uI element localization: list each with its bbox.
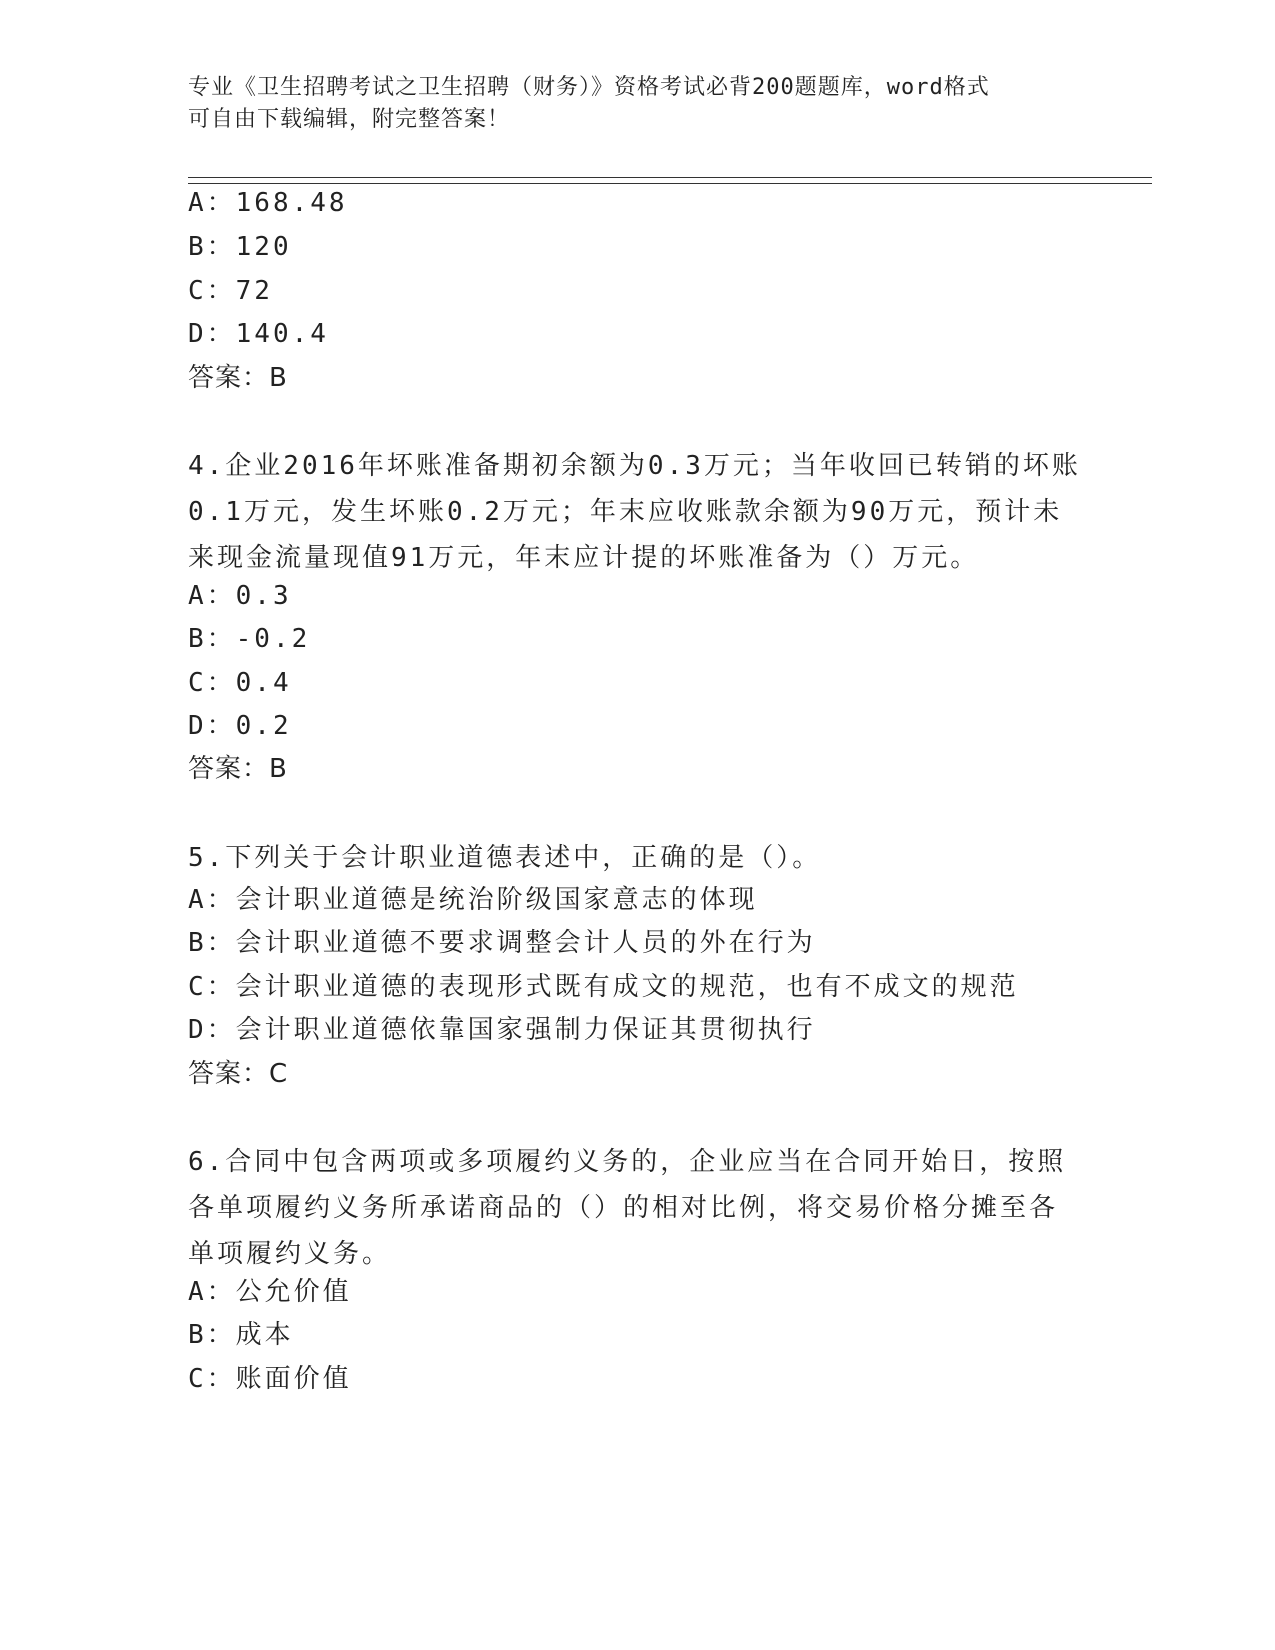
q6-option-a: A：公允价值 [188,1277,352,1307]
q4-stem-line-3: 来现金流量现值91万元，年末应计提的坏账准备为（）万元。 [188,543,980,573]
q4-stem-line-1: 4.企业2016年坏账准备期初余额为0.3万元；当年收回已转销的坏账 [188,451,1081,481]
q6-stem-line-2: 各单项履约义务所承诺商品的（）的相对比例，将交易价格分摊至各 [188,1193,1059,1223]
q4-option-b: B：-0.2 [188,624,311,654]
q5-stem [188,835,1088,881]
q4-option-d: D：0.2 [188,711,292,741]
q3-answer: 答案：B [188,363,288,393]
q6-stem [188,1139,1088,1277]
q5-option-c: C：会计职业道德的表现形式既有成文的规范，也有不成文的规范 [188,972,1019,1002]
q5-option-a: A：会计职业道德是统治阶级国家意志的体现 [188,885,758,915]
q5-option-b: B：会计职业道德不要求调整会计人员的外在行为 [188,928,816,958]
header-line-1: 专业《卫生招聘考试之卫生招聘（财务）》资格考试必背200题题库，word格式 [188,75,990,100]
q4-option-a: A：0.3 [188,581,292,611]
q4-answer: 答案：B [188,754,288,784]
header-line-2: 可自由下载编辑，附完整答案！ [188,107,511,132]
q5-stem-line-1: 5.下列关于会计职业道德表述中，正确的是（）。 [188,843,822,873]
q6-option-b: B：成本 [188,1320,294,1350]
q4-stem [188,443,1088,581]
q6-stem-line-1: 6.合同中包含两项或多项履约义务的，企业应当在合同开始日，按照 [188,1147,1067,1177]
q3-option-b: B：120 [188,232,292,262]
q4-option-c: C：0.4 [188,668,292,698]
q6-stem-line-3: 单项履约义务。 [188,1239,392,1269]
document-header [188,72,1068,136]
q5-option-d: D：会计职业道德依靠国家强制力保证其贯彻执行 [188,1015,816,1045]
q3-option-d: D：140.4 [188,319,329,349]
header-divider [188,177,1152,184]
q5-answer: 答案：C [188,1059,289,1089]
q6-option-c: C：账面价值 [188,1364,352,1394]
q4-stem-line-2: 0.1万元，发生坏账0.2万元；年末应收账款余额为90万元，预计未 [188,497,1063,527]
q3-option-c: C：72 [188,276,273,306]
q3-option-a: A：168.48 [188,188,348,218]
